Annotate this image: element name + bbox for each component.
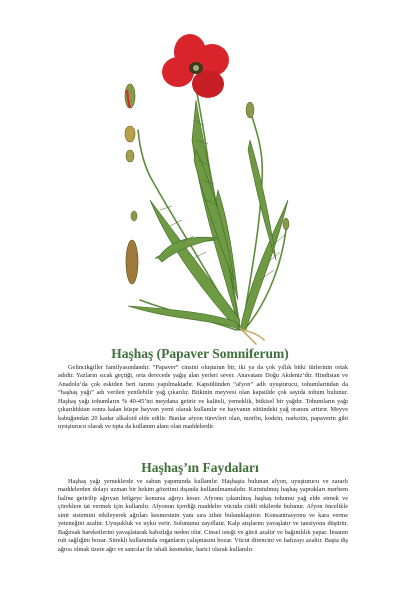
section-body-benefits: Haşhaş yağı yemeklerde ve sabun yapımında kullanılır. Haşhaşta bulunan afyon, uyuşturucu ve zararlı maddelerden dolayı uzman bir hekim gözetimi dışında kullanılmamalıdır. Kurutulmuş haşhaş yaprakları merhem haline getirilip ağrıyan bölgeye konursa ağrıyı keser. Afyonu çıkarılmış haşhaş tohumu yağ elde etmek ve çöreklere tat vermek için kullanılır. Afyonun içerdiği maddeler vücuda ciddi etkilerde bulunur. Afyon öncelikle sinir sistemini etkileyerek ağrıları kesmesinin yanı sıra zihni bulanıklaştırır. Konsantrasyonu ve kara verme yeteneğini azaltır. Uyuşukluk ve uyku verir. Solunumu zayıflatır. Kalp atışlarını yavaşlatır ve tansiyonu düşürür. Bağırsak hareketlerini yavaşlatarak kabızlığa neden olur. Cinsel isteği ve gücü azaltır ve bağımlılık yapar. İnsanın ruh sağlığını bozar. Sürekli kullanımda organların çalışmasını bozar. Vücut direncini ve hafızayı azaltır. Baştа diş ağrısı olmak üzere ağrı ve sancılar ile ishali kesmekte, harici olarak kullanılır. — [58, 478, 348, 553]
leaves — [128, 100, 288, 330]
section-title-haşhaş: Haşhaş (Papaver Somniferum) — [111, 346, 289, 361]
section-body-description: Gelincikgiller familyasındandır. “Papaver” cinsini oluşturan bir, iki ya da çok yıllık bitki türlerinin ortak adıdır. Yazların sıcak geçtiği, orta derecede yağış alan yerleri sever. Anavatanı Doğu Akdeniz’dir. Hindistan ve Anadolu’da çok eskiden beri tarımı yapılmaktadır. Kapsülünden “afyon” adlı uyuşturucu, tohumlarından da “haşhaş yağı” adı verilen yenilebilir yağ çıkarılır. Bitkinin meyvesi olan kapsülde çok sayıda tohum bulunur. Haşhaş yağı tohumların % 40-45’ini meydana getirir ve kaliteli, yemeklik, bitkisel bir yağdır. Tohumların yağı çıkarıldıktan sonra kalan küspe hayvan yemi olarak kullanılır ve hayvanın sütündeki yağ oranını arttırır. Meyve kabuğundan 20 kadar alkaloid elde edilir. Bunlar afyon türevleri olan, morfin, kodein, narkotin, papaverin gibi uyuşturucu olarak ve tıpta da kullanım alanı olan maddelerdir. — [58, 364, 348, 431]
root-icon — [240, 328, 264, 344]
poppy-illustration — [100, 30, 300, 346]
flower-icon — [162, 34, 229, 98]
section-title-benefits: Haşhaş’ın Faydaları — [141, 460, 259, 475]
